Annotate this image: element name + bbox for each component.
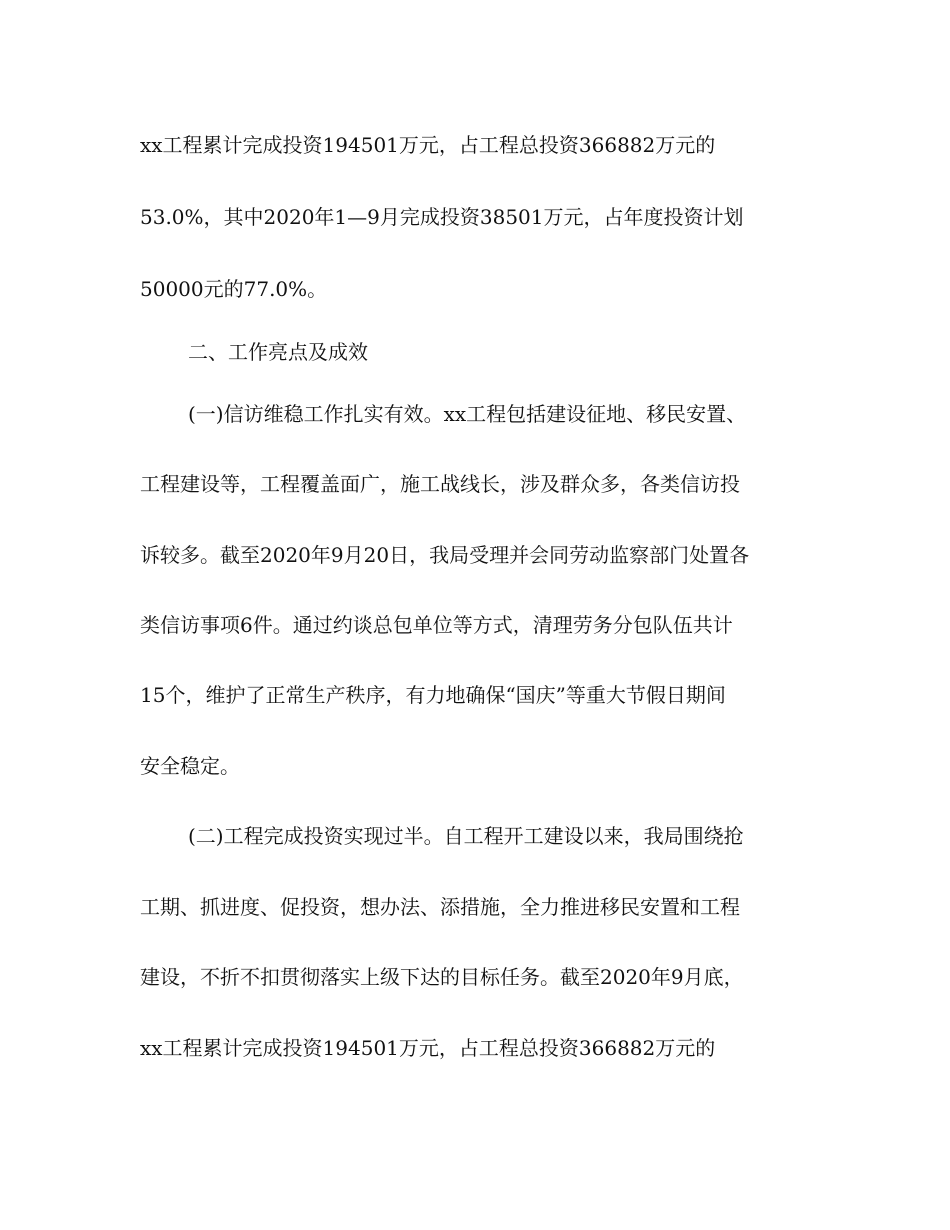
paragraph-line: 53.0%，其中2020年1—9月完成投资38501万元，占年度投资计划 [140,205,744,229]
paragraph-line: 工期、抓进度、促投资，想办法、添措施，全力推进移民安置和工程 [140,895,740,919]
paragraph-line: (一)信访维稳工作扎实有效。xx工程包括建设征地、移民安置、 [188,402,747,426]
paragraph-line: xx工程累计完成投资194501万元，占工程总投资366882万元的 [140,133,716,157]
paragraph-line: 诉较多。截至2020年9月20日，我局受理并会同劳动监察部门处置各 [140,543,750,567]
paragraph-line: 类信访事项6件。通过约谈总包单位等方式，清理劳务分包队伍共计 [140,613,733,637]
paragraph-line: 15个，维护了正常生产秩序，有力地确保“国庆”等重大节假日期间 [140,683,726,707]
section-heading: 二、工作亮点及成效 [188,340,368,364]
paragraph-line: 建设，不折不扣贯彻落实上级下达的目标任务。截至2020年9月底， [140,965,744,989]
paragraph-line: xx工程累计完成投资194501万元，占工程总投资366882万元的 [140,1036,716,1060]
paragraph-line: 工程建设等，工程覆盖面广，施工战线长，涉及群众多，各类信访投 [140,472,740,496]
paragraph-line: 安全稳定。 [140,754,240,778]
paragraph-line: 50000元的77.0%。 [140,277,328,301]
paragraph-line: (二)工程完成投资实现过半。自工程开工建设以来，我局围绕抢 [188,824,744,848]
